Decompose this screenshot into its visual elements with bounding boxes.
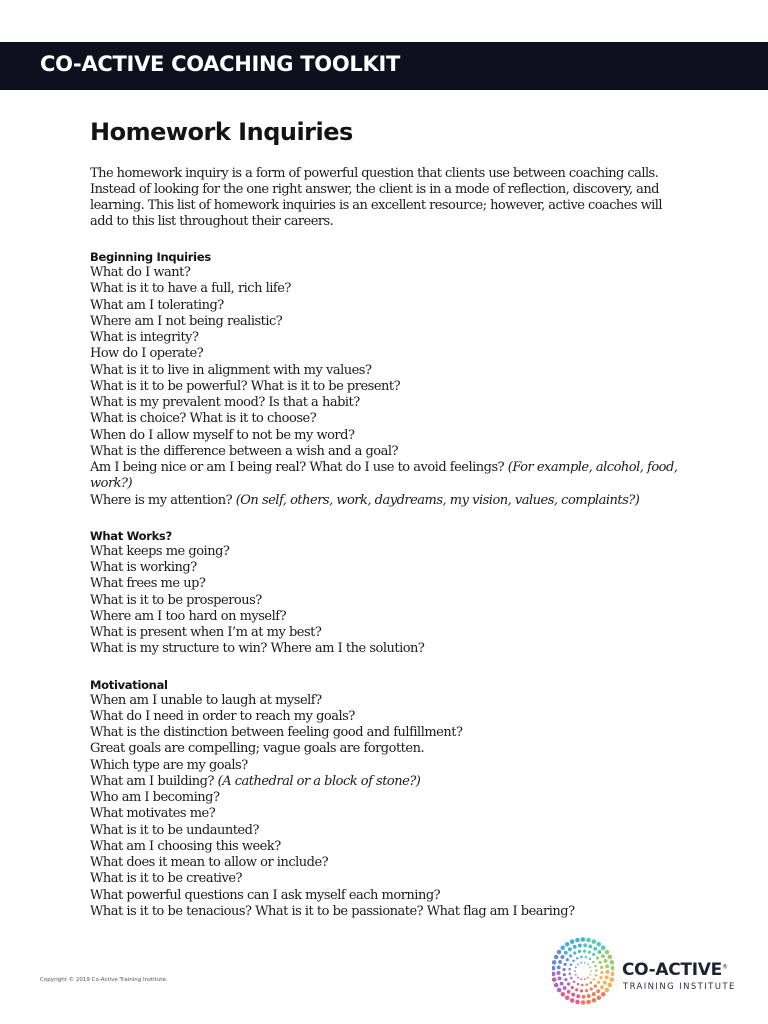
logo-mark-icon xyxy=(552,932,614,1010)
question-text: What powerful questions can I ask myself each morning? xyxy=(90,887,441,903)
copyright-text: Copyright © 2019 Co-Active Training Institute. xyxy=(40,977,168,983)
question-text: Where am I not being realistic? xyxy=(90,313,283,329)
co-active-logo xyxy=(552,932,742,1010)
question-text: What is it to be undaunted? xyxy=(90,822,259,838)
question-text: What do I need in order to reach my goals? xyxy=(90,708,355,724)
inquiry-sections xyxy=(90,249,680,920)
question-item xyxy=(90,725,680,741)
section-heading: Motivational xyxy=(90,677,168,692)
question-text: What do I want? xyxy=(90,265,191,280)
question-item xyxy=(90,411,680,427)
inquiry-section xyxy=(90,528,680,658)
question-text: What is it to live in alignment with my values? xyxy=(90,362,372,378)
question-text: Where is my attention? xyxy=(90,492,233,508)
question-text: What is it to be powerful? What is it to be present? xyxy=(90,378,401,394)
question-text: What is choice? What is it to choose? xyxy=(90,411,317,427)
question-text: What does it mean to allow or include? xyxy=(90,855,329,870)
question-item xyxy=(90,709,680,725)
question-text: What is it to be prosperous? xyxy=(90,592,262,608)
section-heading: Beginning Inquiries xyxy=(90,250,211,264)
question-item xyxy=(90,314,680,330)
question-text: Who am I becoming? xyxy=(90,790,220,805)
question-text: What am I choosing this week? xyxy=(90,838,281,854)
question-text: Where am I too hard on myself? xyxy=(90,608,287,624)
question-text: What is present when I’m at my best? xyxy=(90,625,322,640)
question-item xyxy=(90,346,680,362)
question-text: What is it to have a full, rich life? xyxy=(90,281,291,297)
question-text: What is it to be creative? xyxy=(90,871,242,887)
question-text: What is my prevalent mood? Is that a habit? xyxy=(90,395,360,410)
question-text: Which type are my goals? xyxy=(90,757,248,773)
logo-subtitle: TRAINING INSTITUTE xyxy=(623,982,736,992)
question-text: What is the difference between a wish and a goal? xyxy=(90,443,398,459)
question-text: What frees me up? xyxy=(90,576,206,592)
question-item xyxy=(90,363,680,379)
question-text: What is it to be tenacious? What is it to be passionate? What flag am I bearing? xyxy=(90,903,575,919)
question-item xyxy=(90,460,680,493)
logo-name: CO-ACTIVE® xyxy=(622,960,728,980)
question-text: What is the distinction between feeling good and fulfillment? xyxy=(90,725,463,740)
question-item xyxy=(90,806,680,822)
document-body xyxy=(90,116,680,920)
question-item xyxy=(90,330,680,346)
question-item xyxy=(90,593,680,609)
section-heading: What Works? xyxy=(90,528,172,543)
question-text: What am I tolerating? xyxy=(90,297,224,313)
question-item xyxy=(90,379,680,395)
question-text: How do I operate? xyxy=(90,346,204,362)
question-item xyxy=(90,265,680,281)
question-text: What is my structure to win? Where am I the solution? xyxy=(90,641,425,657)
question-item xyxy=(90,625,680,641)
question-text: What keeps me going? xyxy=(90,543,230,559)
question-note: (On self, others, work, daydreams, my vision, values, complaints?) xyxy=(235,492,640,508)
question-text: What is integrity? xyxy=(90,330,199,345)
question-text: What am I building? xyxy=(90,773,214,789)
question-item xyxy=(90,823,680,839)
question-text: When am I unable to laugh at myself? xyxy=(90,692,322,708)
page-header xyxy=(0,42,768,90)
question-item xyxy=(90,741,680,757)
question-item xyxy=(90,888,680,904)
question-text: What is working? xyxy=(90,560,197,575)
question-item xyxy=(90,774,680,790)
question-text: What motivates me? xyxy=(90,806,216,822)
question-item xyxy=(90,576,680,592)
question-item xyxy=(90,855,680,871)
question-list xyxy=(90,265,680,509)
intro-paragraph: The homework inquiry is a form of powerful question that clients use between coaching calls. Instead of looking for the one right answer, the client is in a mode of reflection, discovery, and learning. This list of homework inquiries is an excellent resource; however, active coaches will add to this list throughout their careers. xyxy=(90,166,663,229)
question-item xyxy=(90,871,680,887)
question-list xyxy=(90,693,680,921)
question-note: (For example, alcohol, food, work?) xyxy=(90,460,678,492)
question-item xyxy=(90,444,680,460)
header-title: CO-ACTIVE COACHING TOOLKIT xyxy=(40,52,400,76)
question-text: When do I allow myself to not be my word? xyxy=(90,427,355,443)
inquiry-section xyxy=(90,677,680,921)
question-item xyxy=(90,298,680,314)
question-item xyxy=(90,609,680,625)
question-item xyxy=(90,758,680,774)
question-text: Am I being nice or am I being real? What do I use to avoid feelings? xyxy=(90,460,505,475)
question-text: Great goals are compelling; vague goals are forgotten. xyxy=(90,741,425,757)
inquiry-section xyxy=(90,249,680,509)
question-item xyxy=(90,641,680,657)
question-item xyxy=(90,544,680,560)
question-item xyxy=(90,428,680,444)
question-item xyxy=(90,560,680,576)
question-item xyxy=(90,281,680,297)
question-item xyxy=(90,839,680,855)
question-list xyxy=(90,544,680,658)
question-item xyxy=(90,693,680,709)
question-item xyxy=(90,790,680,806)
question-note: (A cathedral or a block of stone?) xyxy=(217,773,421,789)
question-item xyxy=(90,904,680,920)
question-item xyxy=(90,493,680,509)
question-item xyxy=(90,395,680,411)
page-title: Homework Inquiries xyxy=(90,118,353,146)
